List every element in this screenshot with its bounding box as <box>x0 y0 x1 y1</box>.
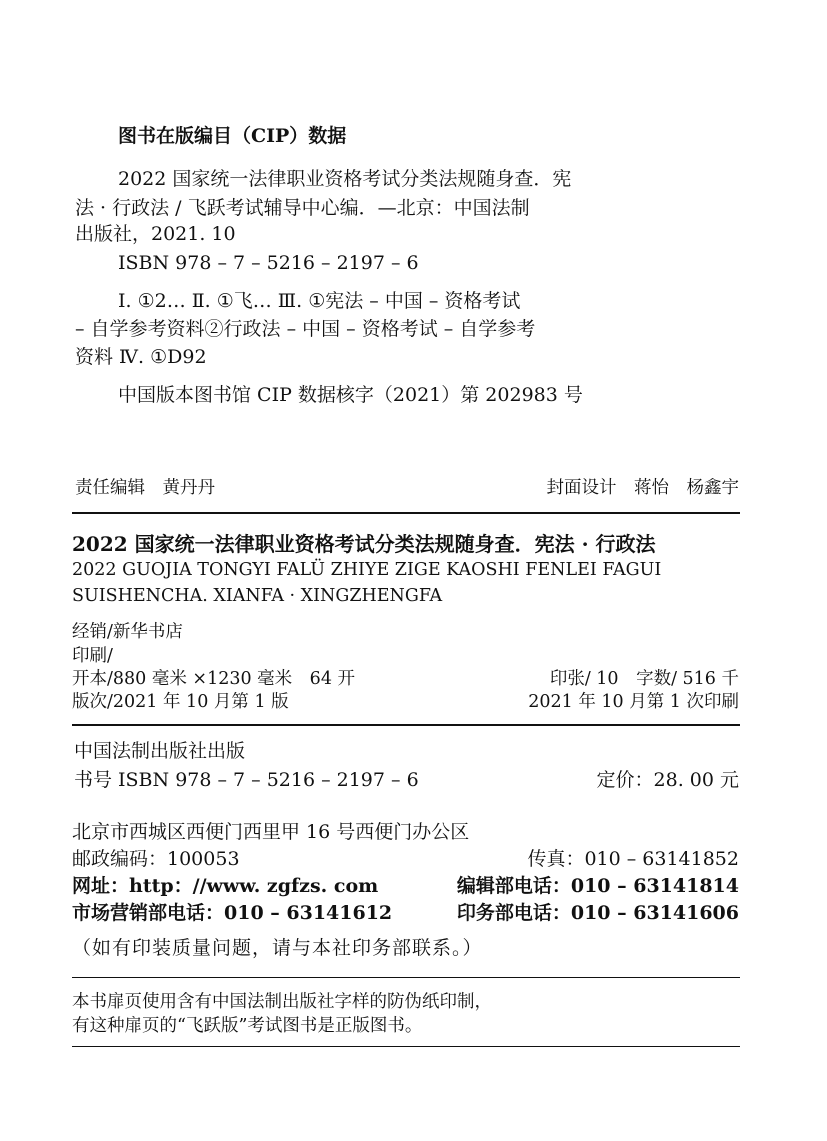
website: 网址：http：//www. zgfzs. com <box>72 875 379 897</box>
printer: 印刷/ <box>72 646 113 666</box>
distributor: 经销/新华书店 <box>72 622 183 642</box>
cip-line-1: 2022 国家统一法律职业资格考试分类法规随身查．宪 <box>118 168 572 190</box>
book-title: 2022 国家统一法律职业资格考试分类法规随身查．宪法 · 行政法 <box>72 532 656 556</box>
editorial-phone: 编辑部电话：010 – 63141814 <box>456 875 739 897</box>
divider-bottom <box>72 1046 740 1047</box>
publisher-name: 中国法制出版社出版 <box>74 740 246 762</box>
book-title-pinyin-2: SUISHENCHA. XIANFA · XINGZHENGFA <box>72 586 443 606</box>
cip-isbn: ISBN 978 – 7 – 5216 – 2197 – 6 <box>118 252 419 274</box>
responsible-editor: 责任编辑 黄丹丹 <box>75 478 215 498</box>
cip-class-1: Ⅰ. ①2… Ⅱ. ①飞… Ⅲ. ①宪法 – 中国 – 资格考试 <box>118 290 521 312</box>
quality-note: （如有印装质量问题，请与本社印务部联系。） <box>72 937 483 959</box>
postal-code: 邮政编码：100053 <box>72 848 240 870</box>
anti-counterfeit-note-1: 本书扉页使用含有中国法制出版社字样的防伪纸印制， <box>72 992 492 1012</box>
anti-counterfeit-note-2: 有这种扉页的“飞跃版”考试图书是正版图书。 <box>72 1016 423 1036</box>
cip-class-3: 资料 Ⅳ. ①D92 <box>75 346 207 368</box>
divider-middle <box>72 724 740 726</box>
cip-verify-number: 中国版本图书馆 CIP 数据核字（2021）第 202983 号 <box>118 384 583 406</box>
price: 定价：28. 00 元 <box>596 769 739 791</box>
divider-top <box>72 512 740 514</box>
cover-designer: 封面设计 蒋怡 杨鑫宇 <box>546 478 739 498</box>
printing: 2021 年 10 月第 1 次印刷 <box>528 692 739 712</box>
edition: 版次/2021 年 10 月第 1 版 <box>72 692 289 712</box>
fax: 传真：010 – 63141852 <box>527 848 739 870</box>
cip-class-2: – 自学参考资料②行政法 – 中国 – 资格考试 – 自学参考 <box>75 318 536 340</box>
printing-dept-phone: 印务部电话：010 – 63141606 <box>456 902 739 924</box>
cip-line-3: 出版社，2021. 10 <box>75 223 236 245</box>
sheets-word-count: 印张/ 10 字数/ 516 千 <box>549 669 739 689</box>
marketing-phone: 市场营销部电话：010 – 63141612 <box>72 902 393 924</box>
divider-lower <box>72 977 740 978</box>
address: 北京市西城区西便门西里甲 16 号西便门办公区 <box>72 821 470 843</box>
cip-heading: 图书在版编目（CIP）数据 <box>118 125 347 147</box>
format: 开本/880 毫米 ×1230 毫米 64 开 <box>72 669 356 689</box>
book-title-pinyin-1: 2022 GUOJIA TONGYI FALÜ ZHIYE ZIGE KAOSHI FENLEI FAGUI <box>72 560 662 580</box>
cip-line-2: 法 · 行政法 / 飞跃考试辅导中心编．—北京：中国法制 <box>75 197 530 219</box>
book-number: 书号 ISBN 978 – 7 – 5216 – 2197 – 6 <box>74 769 419 791</box>
